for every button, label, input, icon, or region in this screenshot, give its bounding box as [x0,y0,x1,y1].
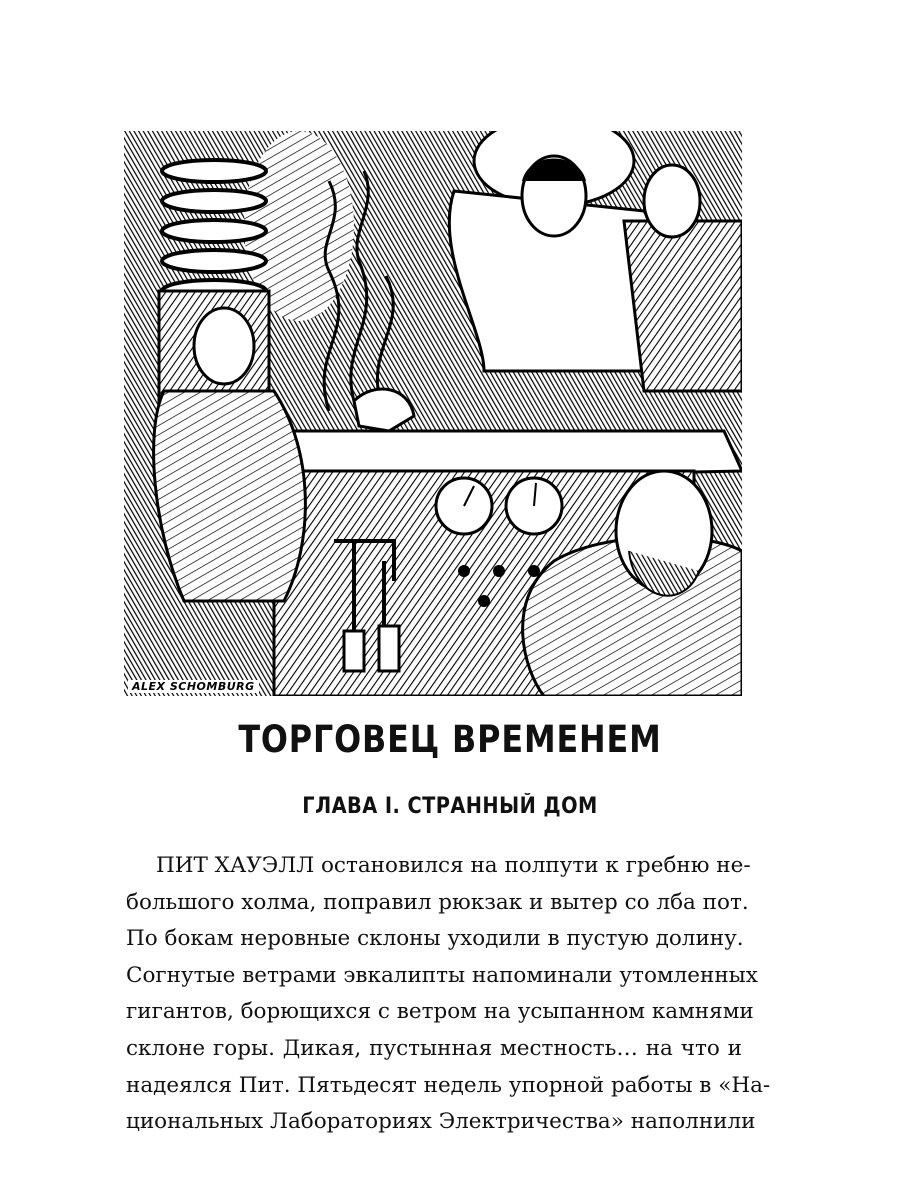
text-line: надеялся Пит. Пятьдесят недель упорной работы в «На- [126,1072,771,1098]
text-line: гигантов, борющихся с ветром на усыпанном камнями [126,999,754,1025]
text-line: большого холма, поправил рюкзак и вытер со лба пот. [126,889,749,915]
chapter-title: ГЛАВА I. СТРАННЫЙ ДОМ [302,794,598,819]
body-text [126,848,771,1141]
text-line: По бокам неровные склоны уходили в пустую долину. [126,926,744,952]
chapter-illustration [124,131,742,696]
artist-signature: ALEX SCHOMBURG [128,680,259,693]
text-line: ПИТ ХАУЭЛЛ остановился на полпути к гребню не- [156,853,751,878]
text-line: циональных Лабораториях Электричества» наполнили [126,1109,756,1135]
illustration-artwork [124,131,742,696]
text-line: склоне горы. Дикая, пустынная местность… на что и [126,1035,742,1061]
text-line: Согнутые ветрами эвкалипты напоминали утомленных [126,962,758,988]
story-title: ТОРГОВЕЦ ВРЕМЕНЕМ [238,718,662,761]
